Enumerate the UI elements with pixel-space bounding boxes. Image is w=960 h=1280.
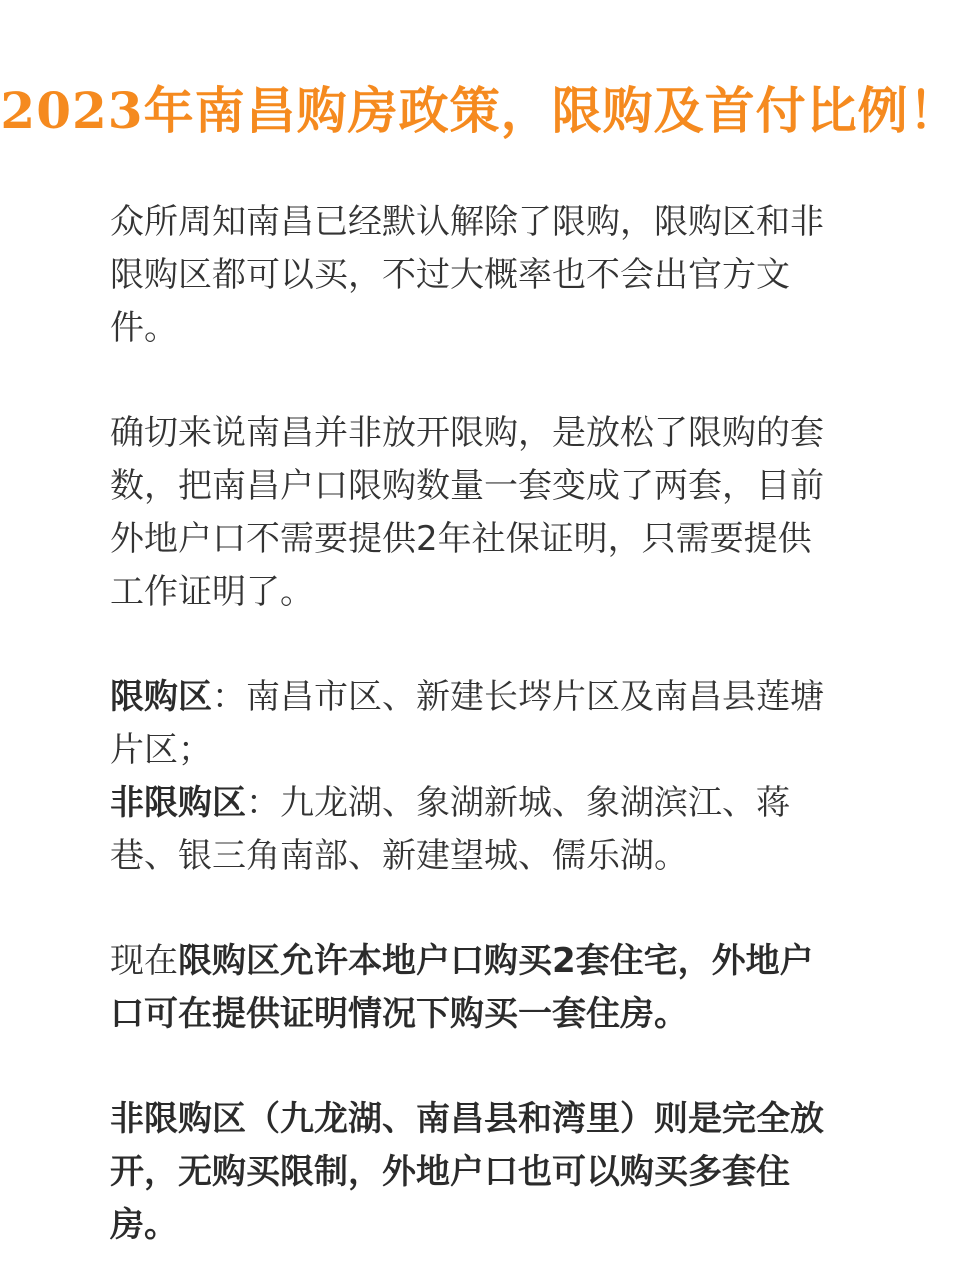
restricted-zone-label: 限购区	[110, 677, 212, 717]
restricted-zone-list: ：南昌市区、新建长埁片区及南昌县莲塘片区；	[110, 677, 824, 770]
restricted-rules-prefix: 现在	[110, 941, 178, 981]
unrestricted-zone-label: 非限购区	[110, 783, 246, 823]
unrestricted-zone-list: ：九龙湖、象湖新城、象湖滨江、蒋巷、银三角南部、新建望城、儒乐湖。	[110, 783, 790, 876]
unrestricted-rules-text: 非限购区（九龙湖、南昌县和湾里）则是完全放开，无购买限制，外地户口也可以购买多套住房。	[110, 1099, 824, 1245]
paragraph-restricted-rules	[110, 935, 840, 1041]
article-body	[110, 196, 840, 1252]
paragraph-unrestricted-zones	[110, 777, 840, 883]
paragraph-unrestricted-rules	[110, 1093, 840, 1252]
paragraph-intro: 众所周知南昌已经默认解除了限购，限购区和非限购区都可以买，不过大概率也不会出官方文件。	[110, 202, 824, 348]
restricted-rules-text: 限购区允许本地户口购买2套住宅，外地户口可在提供证明情况下购买一套住房。	[110, 941, 814, 1034]
paragraph-policy-detail: 确切来说南昌并非放开限购，是放松了限购的套数，把南昌户口限购数量一套变成了两套，目前外地户口不需要提供2年社保证明，只需要提供工作证明了。	[110, 413, 824, 612]
page-title: 2023年南昌购房政策，限购及首付比例！	[0, 81, 960, 140]
paragraph-restricted-zones	[110, 671, 840, 777]
